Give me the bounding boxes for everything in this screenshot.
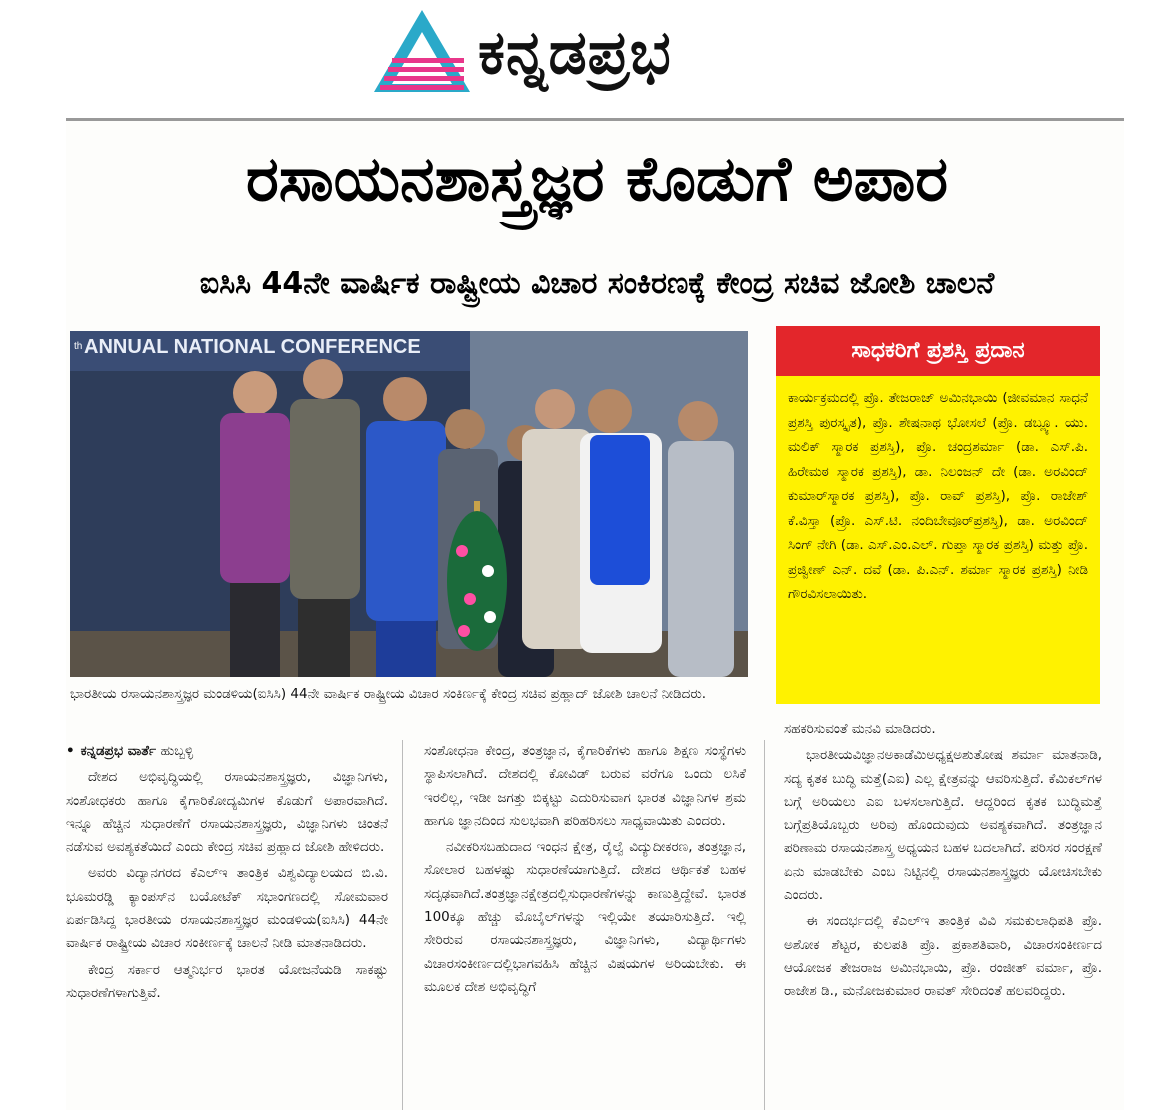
person-8 [668,401,734,677]
event-photo [70,331,748,677]
paragraph: ಕೇಂದ್ರ ಸರ್ಕಾರ ಆತ್ಮನಿರ್ಭರ ಭಾರತ ಯೋಜನೆಯಡಿ ಸಾಕಷ್ಟು ಸುಧಾರಣೆಗಳಾಗುತ್ತಿವೆ. [66,961,388,1001]
paragraph: ನವೀಕರಿಸಬಹುದಾದ ಇಂಧನ ಕ್ಷೇತ್ರ, ರೈಲ್ವೆ ವಿದ್ಯುದೀಕರಣ, ತಂತ್ರಜ್ಞಾನ, ಸೋಲಾರ ಬಹಳಷ್ಟು ಸುಧಾರಣೆಯಾಗುತ್ತಿದೆ. ದೇಶದ ಆರ್ಥಿಕತೆ ಬಹಳ ಸದೃಢವಾಗಿದೆ.ತಂತ್ರಜ್ಞಾನಕ್ಷೇತ್ರದಲ್ಲಿಸುಧಾರಣೆಗಳನ್ನು ಕಾಣುತ್ತಿದ್ದೇವೆ. ಭಾರತ 100ಕ್ಕೂ ಹೆಚ್ಚು ಮೊಬೈಲ್‌ಗಳನ್ನು ಇಲ್ಲಿಯೇ ತಯಾರಿಸುತ್ತಿದೆ. ಇಲ್ಲಿ ಸೇರಿರುವ ರಸಾಯನಶಾಸ್ತ್ರಜ್ಞರು, ವಿಜ್ಞಾನಿಗಳು, ವಿದ್ಯಾರ್ಥಿಗಳು ವಿಚಾರಸಂಕೀರ್ಣದಲ್ಲಿಭಾಗವಹಿಸಿ ಹೆಚ್ಚಿನ ವಿಷಯಗಳ ಅರಿಯಬೇಕು. ಈ ಮೂಲಕ ದೇಶ ಅಭಿವೃದ್ಧಿಗೆ [424,839,746,995]
paragraph: ದೇಶದ ಅಭಿವೃದ್ಧಿಯಲ್ಲಿ ರಸಾಯನಶಾಸ್ತ್ರಜ್ಞರು, ವಿಜ್ಞಾನಿಗಳು, ಸಂಶೋಧಕರು ಹಾಗೂ ಕೈಗಾರಿಕೋದ್ಯಮಿಗಳ ಕೊಡುಗೆ ಅಪಾರವಾಗಿದೆ. ಇನ್ನೂ ಹೆಚ್ಚಿನ ಸುಧಾರಣೆಗೆ ರಸಾಯನಶಾಸ್ತ್ರಜ್ಞರು, ವಿಜ್ಞಾನಿಗಳು ಚಿಂತನೆ ನಡೆಸುವ ಅವಶ್ಯಕತೆಯಿದೆ ಎಂದು ಕೇಂದ್ರ ಸಚಿವ ಪ್ರಹ್ಲಾದ ಜೋಶಿ ಹೇಳಿದರು. [66,769,388,856]
dateline [66,740,388,763]
paragraph: ಅವರು ವಿದ್ಯಾನಗರದ ಕೆಎಲ್ಇ ತಾಂತ್ರಿಕ ವಿಶ್ವವಿದ್ಯಾಲಯದ ಬಿ.ವಿ. ಭೂಮರಡ್ಡಿ ಕ್ಯಾಂಪಸ್‌ನ ಬಯೋಟೆಕ್ ಸಭಾಂಗಣದಲ್ಲಿ ಸೋಮವಾರ ಏರ್ಪಡಿಸಿದ್ದ ಭಾರತೀಯ ರಸಾಯನಶಾಸ್ತ್ರಜ್ಞರ ಮಂಡಳಿಯ(ಐಸಿಸಿ) 44ನೇ ವಾರ್ಷಿಕ ರಾಷ್ಟ್ರೀಯ ವಿಚಾರ ಸಂಕೀರ್ಣಕ್ಕೆ ಚಾಲನೆ ನೀಡಿ ಮಾತನಾಡಿದರು. [66,865,388,952]
article-column-2 [424,740,746,1002]
photo-banner-prefix: th [74,341,83,352]
paragraph: ಸಂಶೋಧನಾ ಕೇಂದ್ರ, ತಂತ್ರಜ್ಞಾನ, ಕೈಗಾರಿಕೆಗಳು ಹಾಗೂ ಶಿಕ್ಷಣ ಸಂಸ್ಥೆಗಳು ಸ್ಥಾಪಿಸಲಾಗಿದೆ. ದೇಶದಲ್ಲಿ ಕೋವಿಡ್ ಬರುವ ವರೆಗೂ ಒಂದು ಲಸಿಕೆ ಇರಲಿಲ್ಲ, ಇಡೀ ಜಗತ್ತು ಬಿಕ್ಕಟ್ಟು ಎದುರಿಸುವಾಗ ಭಾರತ ವಿಜ್ಞಾನಿಗಳ ಶ್ರಮ ಹಾಗೂ ಜ್ಞಾನದಿಂದ ಸುಲಭವಾಗಿ ಪರಿಹರಿಸಲು ಸಾಧ್ಯವಾಯಿತು ಎಂದರು. [424,743,746,829]
photo-banner-text: ANNUAL NATIONAL CONFERENCE [84,336,421,358]
person-2 [290,359,360,677]
photo-caption: ಭಾರತೀಯ ರಸಾಯನಶಾಸ್ತ್ರಜ್ಞರ ಮಂಡಳಿಯ(ಐಸಿಸಿ) 44ನೇ ವಾರ್ಷಿಕ ರಾಷ್ಟ್ರೀಯ ವಿಚಾರ ಸಂಕಿರ್ಣಕ್ಕೆ ಕೇಂದ್ರ ಸಚಿವ ಪ್ರಹ್ಲಾದ್ ಜೋಶಿ ಚಾಲನೆ ನೀಡಿದರು. [70,686,707,702]
article-column-3 [784,718,1102,1007]
sidebox-title: ಸಾಧಕರಿಗೆ ಪ್ರಶಸ್ತಿ ಪ್ರದಾನ [776,326,1100,376]
awards-sidebox [776,326,1100,704]
column-divider [402,740,403,1110]
paragraph: ಈ ಸಂದರ್ಭದಲ್ಲಿ ಕೆಎಲ್ಇ ತಾಂತ್ರಿಕ ವಿವಿ ಸಮಕುಲಾಧಿಪತಿ ಪ್ರೊ. ಅಶೋಕ ಶೆಟ್ಟರ, ಕುಲಪತಿ ಪ್ರೊ. ಪ್ರಕಾಶತಿವಾರಿ, ವಿಚಾರಸಂಕೀರ್ಣದ ಆಯೋಜಕ ತೇಜರಾಜ ಅಮಿನಭಾಯಿ, ಪ್ರೊ. ರಂಜೀತ್ ವರ್ಮಾ, ಪ್ರೊ. ರಾಜೇಶ ಡಿ., ಮನೋಜಕುಮಾರ ರಾವತ್ ಸೇರಿದಂತೆ ಹಲವರಿದ್ದರು. [784,913,1102,1000]
masthead [0,0,1155,118]
article-column-1 [66,740,388,1008]
bullet-icon: • [66,743,75,759]
article-headline: ರಸಾಯನಶಾಸ್ತ್ರಜ್ಞರ ಕೊಡುಗೆ ಅಪಾರ [245,142,949,215]
dateline-place: ಹುಬ್ಬಳ್ಳಿ [160,743,194,759]
sidebox-body: ಕಾರ್ಯಕ್ರಮದಲ್ಲಿ ಪ್ರೊ. ತೇಜರಾಜ್ ಅಮಿನಭಾಯಿ (ಜೀವಮಾನ ಸಾಧನೆ ಪ್ರಶಸ್ತಿ ಪುರಸ್ಕೃತ), ಪ್ರೊ. ಶೇಷನಾಥ ಭೋಸಲೆ (ಪ್ರೊ. ಡಬ್ಲ್ಯೂ. ಯು. ಮಲಿಕ್ ಸ್ಮಾರಕ ಪ್ರಶಸ್ತಿ), ಪ್ರೊ. ಚಂದ್ರಶರ್ಮಾ (ಡಾ. ಎಸ್.ಪಿ. ಹಿರೇಮಠ ಸ್ಮಾರಕ ಪ್ರಶಸ್ತಿ), ಡಾ. ನಿಲಂಜನ್ ದೇ (ಡಾ. ಅರವಿಂದ್ ಕುಮಾರ್‌ಸ್ಮಾರಕ ಪ್ರಶಸ್ತಿ), ಪ್ರೊ. ರಾವ್ ಪ್ರಶಸ್ತಿ), ಪ್ರೊ. ರಾಜೇಶ್ ಕೆ.ವಿಸ್ತಾ (ಪ್ರೊ. ಎಸ್.ಟಿ. ನಂದಿಬೇವೂರ್‌ಪ್ರಶಸ್ತಿ), ಡಾ. ಅರವಿಂದ್ ಸಿಂಗ್ ನೇಗಿ (ಡಾ. ಎಸ್.ಎಂ.ಎಲ್. ಗುಪ್ತಾ ಸ್ಮಾರಕ ಪ್ರಶಸ್ತಿ) ಮತ್ತು ಪ್ರೊ. ಪ್ರಜ್ವೀಣ್ ಎನ್. ದವೆ (ಡಾ. ಪಿ.ಎನ್. ಶರ್ಮಾ ಸ್ಮಾರಕ ಪ್ರಶಸ್ತಿ) ನೀಡಿ ಗೌರವಿಸಲಾಯಿತು. [776,376,1100,704]
person-3 [366,377,446,677]
paragraph: ಸಹಕರಿಸುವಂತೆ ಮನವಿ ಮಾಡಿದರು. [784,721,936,737]
kannadaprabha-logo-icon [372,8,472,94]
newspaper-name: ಕನ್ನಡಪ್ರಭ [478,18,672,88]
column-divider [764,740,765,1110]
article-subheadline: ಐಸಿಸಿ 44ನೇ ವಾರ್ಷಿಕ ರಾಷ್ಟ್ರೀಯ ವಿಚಾರ ಸಂಕಿರಣಕ್ಕೆ ಕೇಂದ್ರ ಸಚಿವ ಜೋಶಿ ಚಾಲನೆ [199,266,995,301]
dateline-source: ಕನ್ನಡಪ್ರಭ ವಾರ್ತೆ [80,743,156,759]
paragraph: ಭಾರತೀಯವಿಜ್ಞಾನಅಕಾಡೆಮಿಅಧ್ಯಕ್ಷಅಶುತೋಷ ಶರ್ಮಾ ಮಾತನಾಡಿ, ಸದ್ಯ ಕೃತಕ ಬುದ್ಧಿ ಮತ್ತೆ(ಎಐ) ಎಲ್ಲ ಕ್ಷೇತ್ರವನ್ನು ಆವರಿಸುತ್ತಿದೆ. ಕೆಮಿಕಲ್‌ಗಳ ಬಗ್ಗೆ ಅರಿಯಲು ಎಐ ಬಳಸಲಾಗುತ್ತಿದೆ. ಆದ್ದರಿಂದ ಕೃತಕ ಬುದ್ಧಿಮತ್ತೆ ಬಗ್ಗೆಪ್ರತಿಯೊಬ್ಬರು ಅರಿವು ಹೊಂದುವುದು ಅವಶ್ಯಕವಾಗಿದೆ. ತಂತ್ರಜ್ಞಾನ ಪರಿಣಾಮ ರಸಾಯನಶಾಸ್ತ್ರ ಅಧ್ಯಯನ ಬಹಳ ಬದಲಾಗಿದೆ. ಪರಿಸರ ಸಂರಕ್ಷಣೆ ಏನು ಮಾಡಬೇಕು ಎಂಬ ನಿಟ್ಟಿನಲ್ಲಿ ರಸಾಯನಶಾಸ್ತ್ರಜ್ಞರು ಯೋಚಿಸಬೇಕು ಎಂದರು. [784,747,1102,904]
person-1 [220,371,290,677]
